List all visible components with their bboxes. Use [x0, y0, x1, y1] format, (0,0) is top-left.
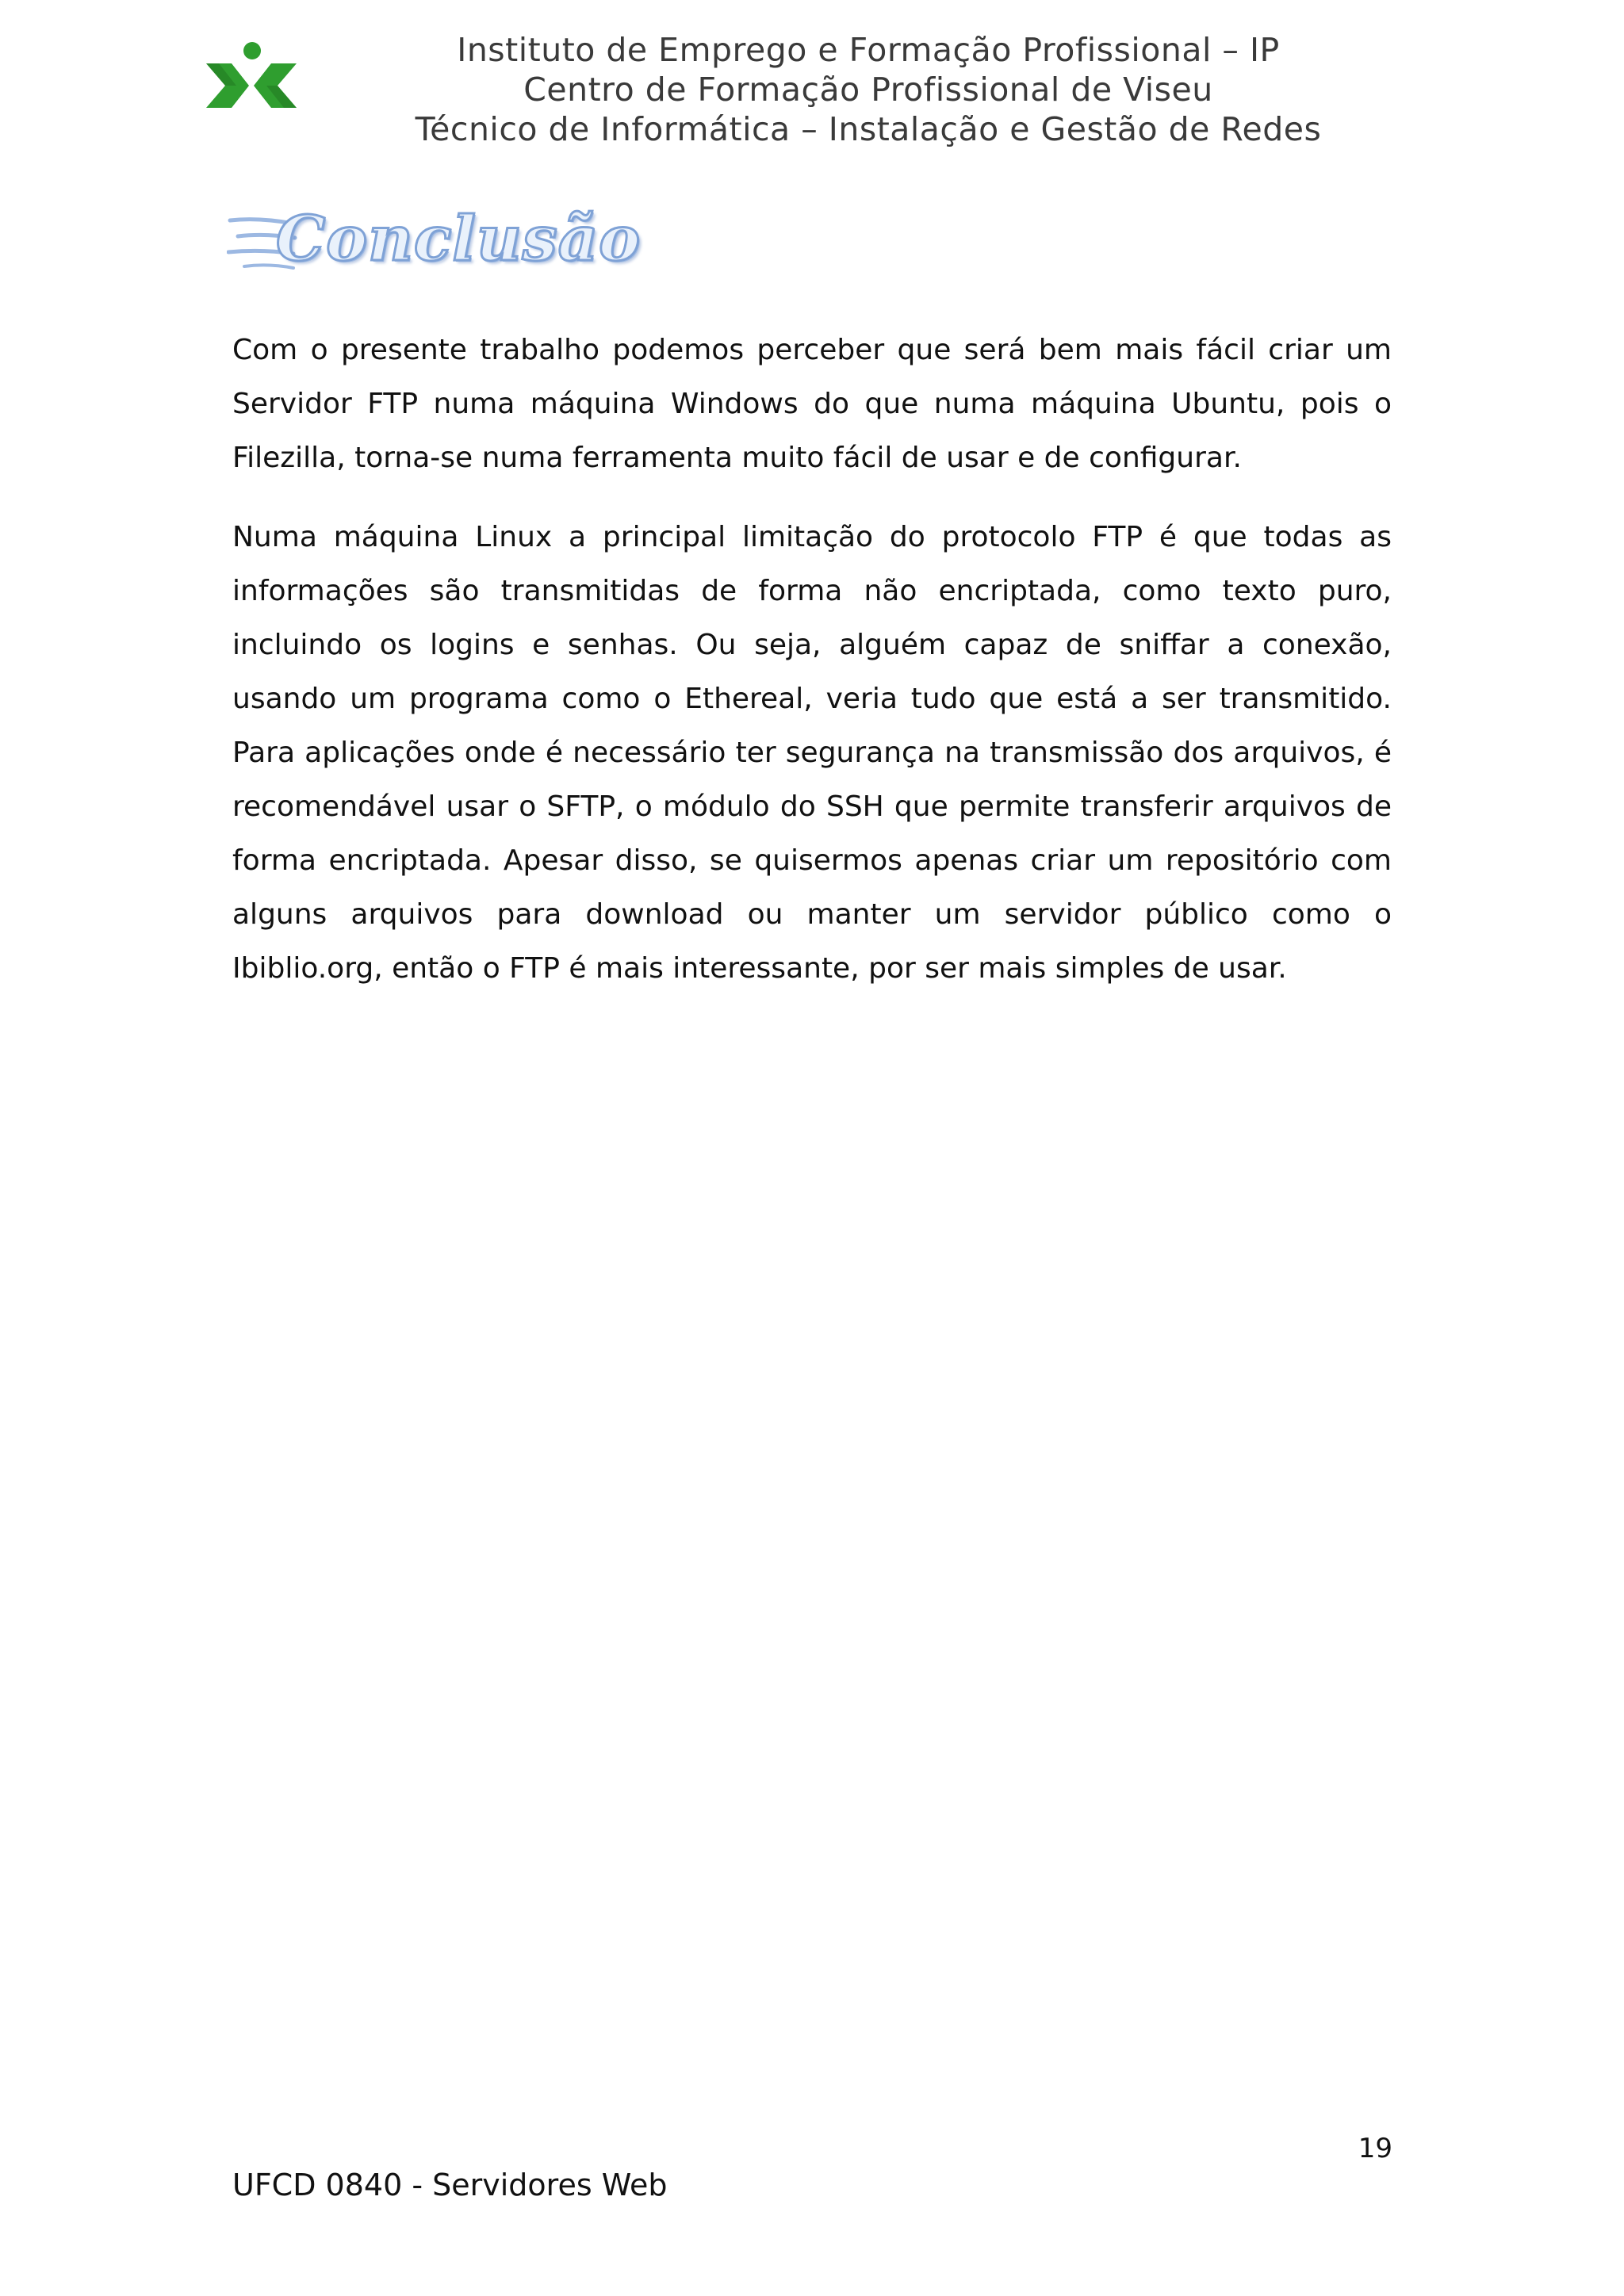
- page-number: 19: [1358, 2133, 1392, 2164]
- header-line-institute: Instituto de Emprego e Formação Profissional – IP: [457, 31, 1280, 69]
- iefp-logo-icon: [200, 40, 303, 127]
- paragraph-2: Numa máquina Linux a principal limitação do protocolo FTP é que todas as informações são transmitidas de forma não encriptada, como texto puro, incluindo os logins e senhas. Ou seja, alguém capaz de sniffar a conexão, usando um programa como o Ethereal, veria tudo que está a ser transmitido. Para aplicações onde é necessário ter segurança na transmissão dos arquivos, é recomendável usar o SFTP, o módulo do SSH que permite transferir arquivos de forma encriptada. Apesar disso, se quisermos apenas criar um repositório com alguns arquivos para download ou manter um servidor público como o Ibiblio.org, então o FTP é mais interessante, por ser mais simples de usar.: [232, 521, 1392, 985]
- page-title: Conclusão: [276, 203, 642, 275]
- paragraph-1: Com o presente trabalho podemos perceber que será bem mais fácil criar um Servidor FTP numa máquina Windows do que numa máquina Ubuntu, pois o Filezilla, torna-se numa ferramenta muito fácil de usar e de configurar.: [232, 334, 1392, 474]
- section-title-block: [227, 197, 734, 284]
- header-line-course: Técnico de Informática – Instalação e Gestão de Redes: [415, 110, 1322, 148]
- document-body: [232, 323, 1392, 1021]
- header-institution-block: [349, 30, 1388, 149]
- header-line-center: Centro de Formação Profissional de Viseu: [523, 71, 1213, 109]
- page-header: [0, 0, 1624, 174]
- footer-module-label: UFCD 0840 - Servidores Web: [232, 2168, 668, 2202]
